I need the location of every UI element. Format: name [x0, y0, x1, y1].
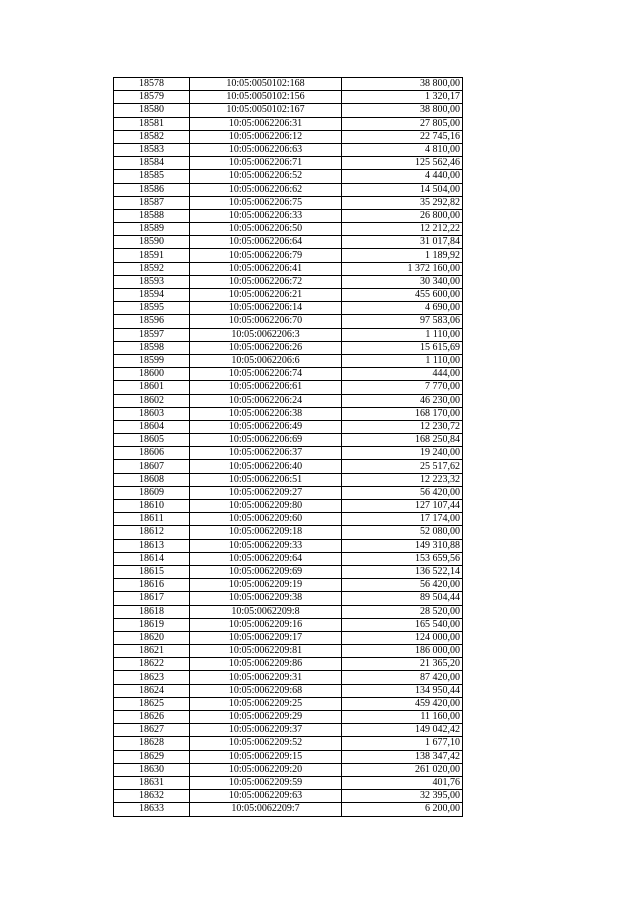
row-number-cell: 18610 [114, 500, 190, 513]
table-row [114, 170, 463, 183]
row-number-cell: 18584 [114, 157, 190, 170]
amount-cell: 149 310,88 [342, 539, 463, 552]
cadastral-number-cell: 10:05:0062209:27 [190, 486, 342, 499]
table-row [114, 407, 463, 420]
table-row [114, 631, 463, 644]
row-number-cell: 18611 [114, 513, 190, 526]
amount-cell: 22 745,16 [342, 130, 463, 143]
cadastral-number-cell: 10:05:0062209:19 [190, 579, 342, 592]
table-row [114, 420, 463, 433]
row-number-cell: 18580 [114, 104, 190, 117]
amount-cell: 12 212,22 [342, 223, 463, 236]
row-number-cell: 18604 [114, 420, 190, 433]
row-number-cell: 18594 [114, 289, 190, 302]
amount-cell: 134 950,44 [342, 684, 463, 697]
cadastral-number-cell: 10:05:0062206:69 [190, 434, 342, 447]
row-number-cell: 18592 [114, 262, 190, 275]
amount-cell: 4 690,00 [342, 302, 463, 315]
cadastral-number-cell: 10:05:0062209:52 [190, 737, 342, 750]
amount-cell: 136 522,14 [342, 565, 463, 578]
amount-cell: 17 174,00 [342, 513, 463, 526]
table-row [114, 658, 463, 671]
row-number-cell: 18612 [114, 526, 190, 539]
table-row [114, 592, 463, 605]
row-number-cell: 18582 [114, 130, 190, 143]
amount-cell: 1 372 160,00 [342, 262, 463, 275]
amount-cell: 1 677,10 [342, 737, 463, 750]
table-row [114, 262, 463, 275]
row-number-cell: 18624 [114, 684, 190, 697]
amount-cell: 15 615,69 [342, 341, 463, 354]
records-table-body [114, 78, 463, 817]
table-row [114, 763, 463, 776]
cadastral-number-cell: 10:05:0062209:38 [190, 592, 342, 605]
table-row [114, 790, 463, 803]
row-number-cell: 18585 [114, 170, 190, 183]
table-row [114, 684, 463, 697]
row-number-cell: 18613 [114, 539, 190, 552]
row-number-cell: 18597 [114, 328, 190, 341]
amount-cell: 459 420,00 [342, 697, 463, 710]
table-row [114, 803, 463, 816]
cadastral-number-cell: 10:05:0062209:20 [190, 763, 342, 776]
row-number-cell: 18600 [114, 368, 190, 381]
table-row [114, 500, 463, 513]
cadastral-number-cell: 10:05:0062206:31 [190, 117, 342, 130]
cadastral-number-cell: 10:05:0062209:15 [190, 750, 342, 763]
table-row [114, 315, 463, 328]
amount-cell: 87 420,00 [342, 671, 463, 684]
table-row [114, 183, 463, 196]
row-number-cell: 18579 [114, 91, 190, 104]
row-number-cell: 18632 [114, 790, 190, 803]
amount-cell: 35 292,82 [342, 196, 463, 209]
cadastral-number-cell: 10:05:0062206:50 [190, 223, 342, 236]
table-row [114, 302, 463, 315]
cadastral-number-cell: 10:05:0062206:79 [190, 249, 342, 262]
table-row [114, 711, 463, 724]
amount-cell: 14 504,00 [342, 183, 463, 196]
amount-cell: 186 000,00 [342, 645, 463, 658]
row-number-cell: 18608 [114, 473, 190, 486]
row-number-cell: 18625 [114, 697, 190, 710]
cadastral-number-cell: 10:05:0062209:68 [190, 684, 342, 697]
amount-cell: 1 110,00 [342, 354, 463, 367]
table-row [114, 223, 463, 236]
cadastral-number-cell: 10:05:0062206:24 [190, 394, 342, 407]
table-row [114, 78, 463, 91]
table-row [114, 196, 463, 209]
row-number-cell: 18631 [114, 776, 190, 789]
row-number-cell: 18586 [114, 183, 190, 196]
amount-cell: 12 223,32 [342, 473, 463, 486]
row-number-cell: 18606 [114, 447, 190, 460]
amount-cell: 401,76 [342, 776, 463, 789]
table-row [114, 130, 463, 143]
table-row [114, 513, 463, 526]
table-row [114, 91, 463, 104]
cadastral-number-cell: 10:05:0062206:37 [190, 447, 342, 460]
records-table [113, 77, 463, 817]
cadastral-number-cell: 10:05:0062209:17 [190, 631, 342, 644]
table-row [114, 579, 463, 592]
cadastral-number-cell: 10:05:0062209:60 [190, 513, 342, 526]
amount-cell: 12 230,72 [342, 420, 463, 433]
table-row [114, 368, 463, 381]
table-row [114, 434, 463, 447]
table-row [114, 381, 463, 394]
row-number-cell: 18614 [114, 552, 190, 565]
amount-cell: 4 440,00 [342, 170, 463, 183]
cadastral-number-cell: 10:05:0062206:6 [190, 354, 342, 367]
amount-cell: 6 200,00 [342, 803, 463, 816]
cadastral-number-cell: 10:05:0050102:168 [190, 78, 342, 91]
cadastral-number-cell: 10:05:0062206:38 [190, 407, 342, 420]
cadastral-number-cell: 10:05:0062206:61 [190, 381, 342, 394]
amount-cell: 153 659,56 [342, 552, 463, 565]
table-row [114, 289, 463, 302]
table-row [114, 750, 463, 763]
amount-cell: 444,00 [342, 368, 463, 381]
cadastral-number-cell: 10:05:0062209:31 [190, 671, 342, 684]
row-number-cell: 18598 [114, 341, 190, 354]
cadastral-number-cell: 10:05:0050102:156 [190, 91, 342, 104]
amount-cell: 31 017,84 [342, 236, 463, 249]
row-number-cell: 18617 [114, 592, 190, 605]
table-row [114, 117, 463, 130]
table-row [114, 724, 463, 737]
amount-cell: 4 810,00 [342, 143, 463, 156]
cadastral-number-cell: 10:05:0062206:62 [190, 183, 342, 196]
table-row [114, 275, 463, 288]
cadastral-number-cell: 10:05:0062206:40 [190, 460, 342, 473]
cadastral-number-cell: 10:05:0062209:59 [190, 776, 342, 789]
cadastral-number-cell: 10:05:0062206:52 [190, 170, 342, 183]
amount-cell: 165 540,00 [342, 618, 463, 631]
table-row [114, 552, 463, 565]
cadastral-number-cell: 10:05:0062206:14 [190, 302, 342, 315]
cadastral-number-cell: 10:05:0062206:75 [190, 196, 342, 209]
amount-cell: 168 250,84 [342, 434, 463, 447]
cadastral-number-cell: 10:05:0062209:18 [190, 526, 342, 539]
row-number-cell: 18578 [114, 78, 190, 91]
amount-cell: 1 320,17 [342, 91, 463, 104]
table-row [114, 460, 463, 473]
table-row [114, 526, 463, 539]
row-number-cell: 18581 [114, 117, 190, 130]
amount-cell: 28 520,00 [342, 605, 463, 618]
table-row [114, 157, 463, 170]
cadastral-number-cell: 10:05:0062209:25 [190, 697, 342, 710]
amount-cell: 38 800,00 [342, 78, 463, 91]
cadastral-number-cell: 10:05:0062209:69 [190, 565, 342, 578]
cadastral-number-cell: 10:05:0062206:63 [190, 143, 342, 156]
table-row [114, 565, 463, 578]
amount-cell: 52 080,00 [342, 526, 463, 539]
table-row [114, 104, 463, 117]
amount-cell: 46 230,00 [342, 394, 463, 407]
row-number-cell: 18601 [114, 381, 190, 394]
amount-cell: 1 189,92 [342, 249, 463, 262]
cadastral-number-cell: 10:05:0062206:12 [190, 130, 342, 143]
amount-cell: 1 110,00 [342, 328, 463, 341]
amount-cell: 149 042,42 [342, 724, 463, 737]
cadastral-number-cell: 10:05:0062206:33 [190, 209, 342, 222]
cadastral-number-cell: 10:05:0062206:71 [190, 157, 342, 170]
row-number-cell: 18609 [114, 486, 190, 499]
row-number-cell: 18622 [114, 658, 190, 671]
cadastral-number-cell: 10:05:0062209:33 [190, 539, 342, 552]
cadastral-number-cell: 10:05:0062206:41 [190, 262, 342, 275]
row-number-cell: 18627 [114, 724, 190, 737]
table-row [114, 143, 463, 156]
cadastral-number-cell: 10:05:0062206:51 [190, 473, 342, 486]
cadastral-number-cell: 10:05:0062206:72 [190, 275, 342, 288]
amount-cell: 32 395,00 [342, 790, 463, 803]
row-number-cell: 18616 [114, 579, 190, 592]
table-row [114, 486, 463, 499]
table-row [114, 697, 463, 710]
table-row [114, 341, 463, 354]
row-number-cell: 18623 [114, 671, 190, 684]
amount-cell: 56 420,00 [342, 579, 463, 592]
cadastral-number-cell: 10:05:0062209:86 [190, 658, 342, 671]
row-number-cell: 18607 [114, 460, 190, 473]
amount-cell: 97 583,06 [342, 315, 463, 328]
table-row [114, 737, 463, 750]
cadastral-number-cell: 10:05:0062209:64 [190, 552, 342, 565]
cadastral-number-cell: 10:05:0062209:29 [190, 711, 342, 724]
row-number-cell: 18628 [114, 737, 190, 750]
amount-cell: 261 020,00 [342, 763, 463, 776]
cadastral-number-cell: 10:05:0062209:37 [190, 724, 342, 737]
table-row [114, 473, 463, 486]
amount-cell: 25 517,62 [342, 460, 463, 473]
table-row [114, 354, 463, 367]
cadastral-number-cell: 10:05:0062209:7 [190, 803, 342, 816]
row-number-cell: 18605 [114, 434, 190, 447]
cadastral-number-cell: 10:05:0062209:8 [190, 605, 342, 618]
table-row [114, 671, 463, 684]
row-number-cell: 18583 [114, 143, 190, 156]
row-number-cell: 18595 [114, 302, 190, 315]
row-number-cell: 18590 [114, 236, 190, 249]
row-number-cell: 18621 [114, 645, 190, 658]
row-number-cell: 18630 [114, 763, 190, 776]
cadastral-number-cell: 10:05:0062206:26 [190, 341, 342, 354]
row-number-cell: 18620 [114, 631, 190, 644]
amount-cell: 89 504,44 [342, 592, 463, 605]
row-number-cell: 18596 [114, 315, 190, 328]
cadastral-number-cell: 10:05:0050102:167 [190, 104, 342, 117]
table-row [114, 328, 463, 341]
amount-cell: 7 770,00 [342, 381, 463, 394]
cadastral-number-cell: 10:05:0062209:80 [190, 500, 342, 513]
amount-cell: 455 600,00 [342, 289, 463, 302]
cadastral-number-cell: 10:05:0062206:74 [190, 368, 342, 381]
row-number-cell: 18603 [114, 407, 190, 420]
amount-cell: 11 160,00 [342, 711, 463, 724]
row-number-cell: 18591 [114, 249, 190, 262]
cadastral-number-cell: 10:05:0062206:3 [190, 328, 342, 341]
row-number-cell: 18618 [114, 605, 190, 618]
amount-cell: 21 365,20 [342, 658, 463, 671]
amount-cell: 26 800,00 [342, 209, 463, 222]
amount-cell: 124 000,00 [342, 631, 463, 644]
amount-cell: 127 107,44 [342, 500, 463, 513]
table-row [114, 776, 463, 789]
table-row [114, 394, 463, 407]
row-number-cell: 18587 [114, 196, 190, 209]
row-number-cell: 18602 [114, 394, 190, 407]
amount-cell: 125 562,46 [342, 157, 463, 170]
cadastral-number-cell: 10:05:0062206:64 [190, 236, 342, 249]
row-number-cell: 18633 [114, 803, 190, 816]
amount-cell: 19 240,00 [342, 447, 463, 460]
amount-cell: 30 340,00 [342, 275, 463, 288]
table-row [114, 249, 463, 262]
table-row [114, 605, 463, 618]
row-number-cell: 18615 [114, 565, 190, 578]
amount-cell: 38 800,00 [342, 104, 463, 117]
row-number-cell: 18629 [114, 750, 190, 763]
table-row [114, 645, 463, 658]
table-row [114, 447, 463, 460]
row-number-cell: 18619 [114, 618, 190, 631]
row-number-cell: 18593 [114, 275, 190, 288]
amount-cell: 138 347,42 [342, 750, 463, 763]
row-number-cell: 18626 [114, 711, 190, 724]
amount-cell: 27 805,00 [342, 117, 463, 130]
row-number-cell: 18588 [114, 209, 190, 222]
cadastral-number-cell: 10:05:0062209:16 [190, 618, 342, 631]
table-row [114, 618, 463, 631]
amount-cell: 56 420,00 [342, 486, 463, 499]
table-row [114, 539, 463, 552]
cadastral-number-cell: 10:05:0062209:63 [190, 790, 342, 803]
amount-cell: 168 170,00 [342, 407, 463, 420]
row-number-cell: 18599 [114, 354, 190, 367]
table-row [114, 209, 463, 222]
cadastral-number-cell: 10:05:0062206:21 [190, 289, 342, 302]
row-number-cell: 18589 [114, 223, 190, 236]
cadastral-number-cell: 10:05:0062206:49 [190, 420, 342, 433]
cadastral-number-cell: 10:05:0062206:70 [190, 315, 342, 328]
cadastral-number-cell: 10:05:0062209:81 [190, 645, 342, 658]
table-row [114, 236, 463, 249]
